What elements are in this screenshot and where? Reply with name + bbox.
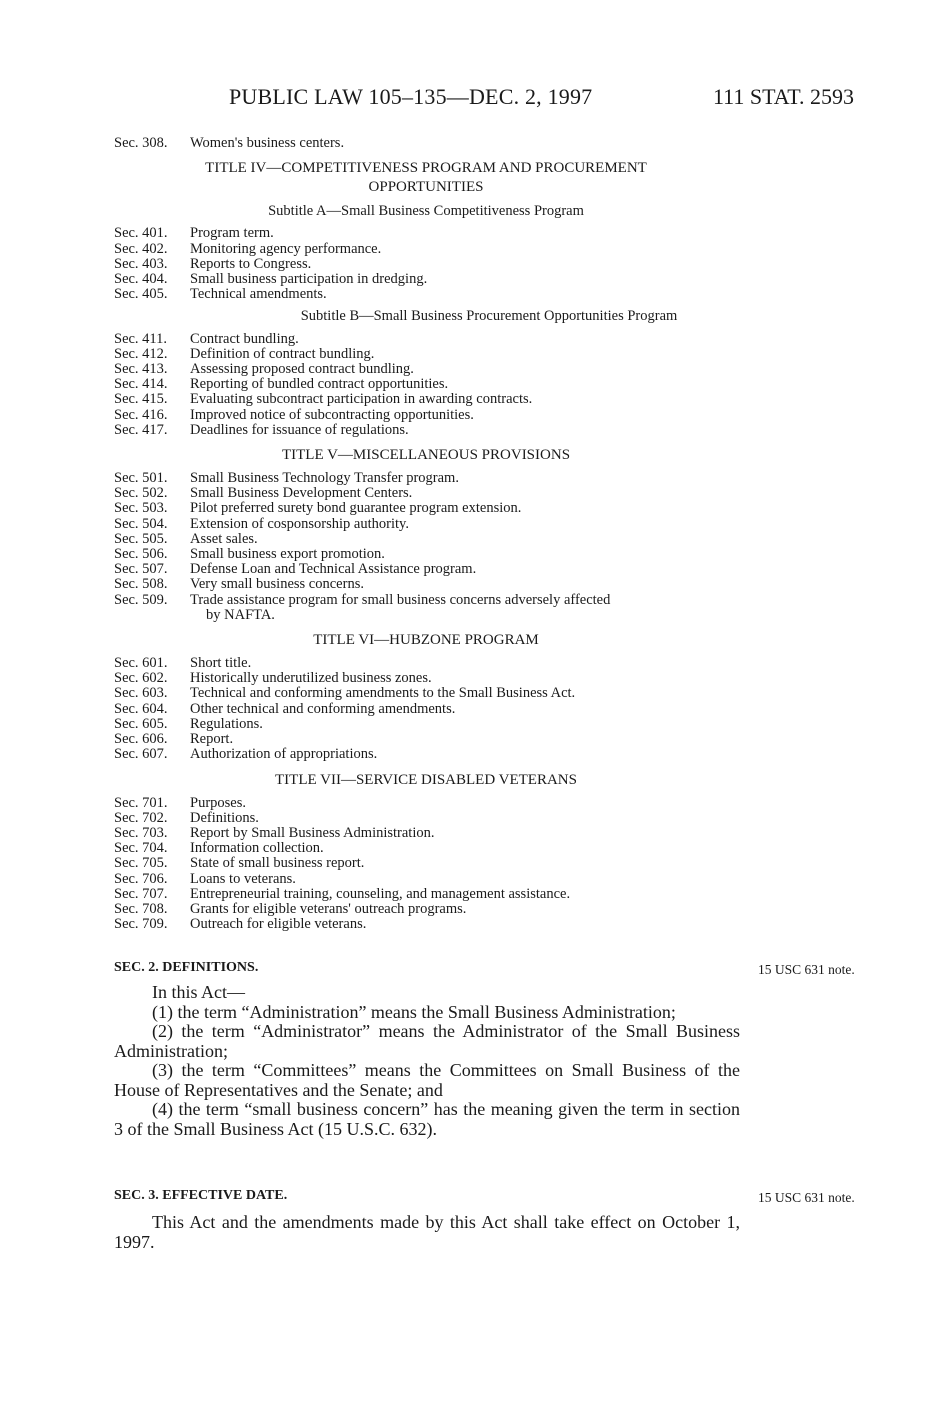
toc-item: Sec. 709. Outreach for eligible veterans.: [114, 916, 367, 933]
sec3-heading: SEC. 3. EFFECTIVE DATE.: [114, 1188, 288, 1203]
toc-item: Sec. 416. Improved notice of subcontracting opportunities.: [114, 406, 474, 423]
toc-item: Sec. 701. Purposes.: [114, 794, 246, 811]
statute-page-number: 111 STAT. 2593: [713, 84, 855, 109]
toc-item: Sec. 708. Grants for eligible veterans' outreach programs.: [114, 900, 467, 917]
toc-item: Sec. 412. Definition of contract bundling.: [114, 345, 375, 362]
toc-item: Sec. 417. Deadlines for issuance of regulations.: [114, 421, 409, 438]
toc-item: Sec. 402. Monitoring agency performance.: [114, 240, 382, 257]
toc-item: Sec. 505. Asset sales.: [114, 530, 258, 547]
toc-item: Sec. 401. Program term.: [114, 225, 274, 242]
toc-item: Sec. 508. Very small business concerns.: [114, 576, 364, 593]
toc-item: Sec. 411. Contract bundling.: [114, 330, 299, 347]
toc-item: Sec. 413. Assessing proposed contract bundling.: [114, 361, 414, 378]
toc-item: Sec. 703. Report by Small Business Administration.: [114, 824, 435, 841]
title-vii-list: [114, 796, 764, 933]
toc-item: Sec. 705. State of small business report.: [114, 855, 365, 872]
title-v-heading: TITLE V—MISCELLANEOUS PROVISIONS: [281, 447, 571, 464]
toc-item: Sec. 601. Short title.: [114, 655, 252, 672]
toc-item: Sec. 707. Entrepreneurial training, counseling, and management assistance.: [114, 885, 571, 902]
subtitle-b-list: [114, 332, 764, 438]
sec3-body: [114, 1213, 740, 1252]
toc-item: Sec. 404. Small business participation in dredging.: [114, 271, 428, 288]
subtitle-b-heading: Subtitle B—Small Business Procurement Opportunities Program: [300, 308, 678, 325]
sec3-margin-note: 15 USC 631 note.: [758, 1190, 855, 1205]
page-title: PUBLIC LAW 105–135—DEC. 2, 1997: [229, 84, 593, 109]
toc-item-308: Sec. 308. Women's business centers.: [114, 135, 345, 151]
toc-item: Sec. 503. Pilot preferred surety bond guarantee program extension.: [114, 500, 522, 517]
toc-item: Sec. 604. Other technical and conforming amendments.: [114, 700, 456, 717]
title-vii-heading: TITLE VII—SERVICE DISABLED VETERANS: [275, 771, 577, 788]
subtitle-a-heading: Subtitle A—Small Business Competitiveness Program: [268, 203, 584, 220]
toc-item: Sec. 706. Loans to veterans.: [114, 870, 296, 887]
toc-item: Sec. 607. Authorization of appropriations.: [114, 746, 378, 763]
sec2-intro: In this Act—: [152, 982, 245, 1002]
page-header: [0, 84, 949, 114]
toc-item: Sec. 507. Defense Loan and Technical Assistance program.: [114, 561, 477, 578]
toc-item: Sec. 704. Information collection.: [114, 840, 324, 857]
table-of-contents: [114, 136, 764, 932]
title-v-list: [114, 471, 764, 623]
sec3-text: This Act and the amendments made by this Act shall take effect on October 1, 1997.: [114, 1212, 740, 1252]
toc-item: Sec. 506. Small business export promotion.: [114, 546, 385, 563]
title-vi-heading: TITLE VI—HUBZONE PROGRAM: [313, 632, 539, 649]
subtitle-a-list: [114, 226, 764, 302]
toc-item: Sec. 605. Regulations.: [114, 715, 263, 732]
toc-item: Sec. 501. Small Business Technology Transfer program.: [114, 470, 459, 487]
sec2-para-3: (3) the term “Committees” means the Committees on Small Business of the House of Representatives and the Senate; and: [114, 1060, 740, 1100]
toc-item: Sec. 702. Definitions.: [114, 809, 259, 826]
sec2-body: [114, 983, 740, 1139]
toc-item: Sec. 502. Small Business Development Centers.: [114, 485, 413, 502]
toc-item: Sec. 405. Technical amendments.: [114, 286, 327, 303]
sec2-para-1: (1) the term “Administration” means the Small Business Administration;: [152, 1001, 676, 1022]
toc-item: Sec. 606. Report.: [114, 731, 234, 748]
title-vi-list: [114, 656, 764, 762]
toc-item-509: Sec. 509. Trade assistance program for small business concerns adversely affected by NAFTA.: [114, 591, 611, 623]
toc-item: Sec. 415. Evaluating subcontract participation in awarding contracts.: [114, 391, 533, 408]
title-iv-heading: TITLE IV—COMPETITIVENESS PROGRAM AND PROCUREMENT OPPORTUNITIES: [205, 160, 647, 196]
toc-item: Sec. 504. Extension of cosponsorship authority.: [114, 515, 409, 532]
toc-item: Sec. 602. Historically underutilized business zones.: [114, 670, 432, 687]
toc-item: Sec. 414. Reporting of bundled contract opportunities.: [114, 376, 449, 393]
sec2-para-2: (2) the term “Administrator” means the Administrator of the Small Business Administration;: [114, 1021, 740, 1061]
sec2-para-4: (4) the term “small business concern” has the meaning given the term in section 3 of the Small Business Act (15 U.S.C. 632).: [114, 1099, 740, 1139]
toc-item: Sec. 603. Technical and conforming amendments to the Small Business Act.: [114, 685, 576, 702]
sec2-heading: SEC. 2. DEFINITIONS.: [114, 960, 259, 975]
toc-item: Sec. 403. Reports to Congress.: [114, 255, 312, 272]
sec2-margin-note: 15 USC 631 note.: [758, 962, 855, 977]
